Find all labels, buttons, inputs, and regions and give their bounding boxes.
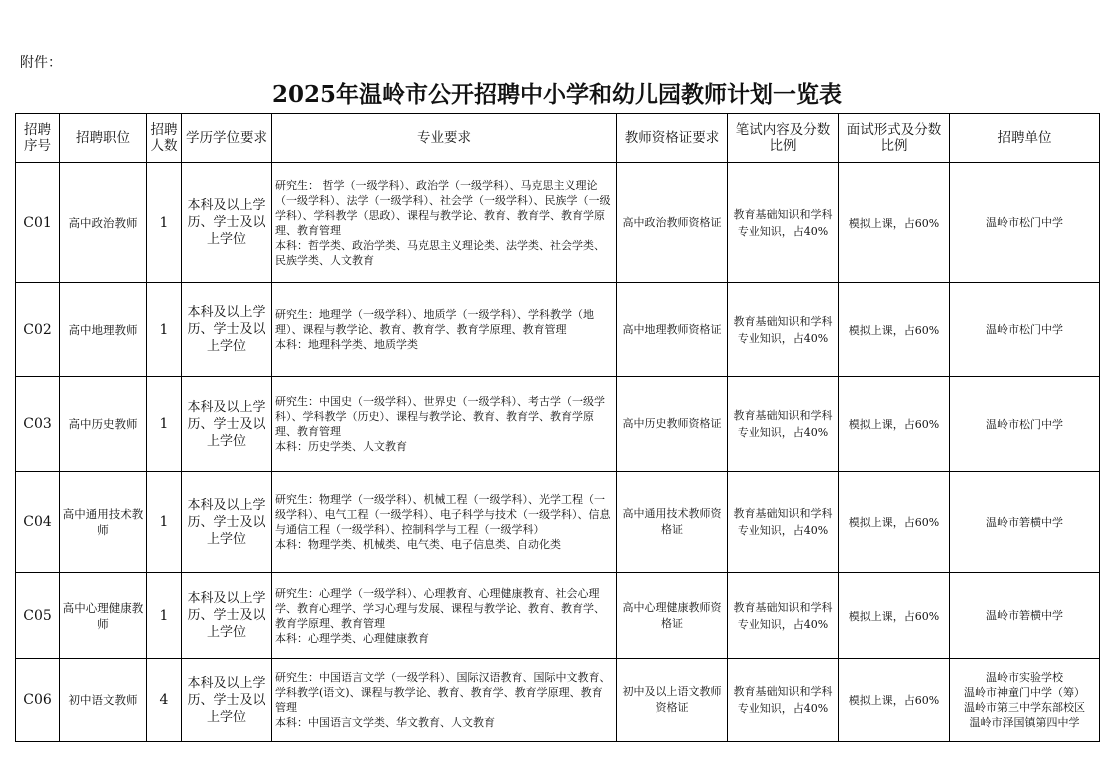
row-position: 高中地理教师 xyxy=(60,283,147,377)
major-graduate: 研究生：物理学（一级学科）、机械工程（一级学科）、光学工程（一级学科）、电气工程（一级学科）、电子科学与技术（一级学科）、信息与通信工程（一级学科）、控制科学与工程（一级学科） xyxy=(275,493,611,536)
table-row xyxy=(16,573,1100,659)
row-major xyxy=(272,377,617,472)
row-code: C06 xyxy=(16,659,60,742)
row-education: 本科及以上学历、学士及以上学位 xyxy=(182,283,272,377)
row-count: 1 xyxy=(147,163,182,283)
row-education: 本科及以上学历、学士及以上学位 xyxy=(182,472,272,573)
row-education: 本科及以上学历、学士及以上学位 xyxy=(182,163,272,283)
attachment-label: 附件： xyxy=(20,55,62,71)
row-unit xyxy=(950,163,1100,283)
header-count: 招聘人数 xyxy=(147,114,182,163)
header-row xyxy=(16,114,1100,163)
header-education: 学历学位要求 xyxy=(182,114,272,163)
page-title: 2025年温岭市公开招聘中小学和幼儿园教师计划一览表 xyxy=(271,81,842,108)
row-unit xyxy=(950,659,1100,742)
row-unit xyxy=(950,573,1100,659)
row-education: 本科及以上学历、学士及以上学位 xyxy=(182,377,272,472)
header-unit: 招聘单位 xyxy=(950,114,1100,163)
row-written: 教育基础知识和学科专业知识，占40% xyxy=(728,163,839,283)
row-certificate: 高中心理健康教师资格证 xyxy=(617,573,728,659)
major-undergraduate: 本科：心理学类、心理健康教育 xyxy=(275,631,429,645)
major-graduate: 研究生：心理学（一级学科）、心理教育、心理健康教育、社会心理学、教育心理学、学习心理与发展、课程与教学论、教育、教育学、教育学原理、教育管理 xyxy=(275,586,605,630)
table-row xyxy=(16,377,1100,472)
unit-name: 温岭市箬横中学 xyxy=(986,609,1063,622)
row-major xyxy=(272,283,617,377)
row-position: 高中政治教师 xyxy=(60,163,147,283)
row-written: 教育基础知识和学科专业知识，占40% xyxy=(728,377,839,472)
row-certificate: 高中地理教师资格证 xyxy=(617,283,728,377)
row-unit xyxy=(950,472,1100,573)
row-interview: 模拟上课，占60% xyxy=(839,163,950,283)
row-count: 4 xyxy=(147,659,182,742)
row-code: C02 xyxy=(16,283,60,377)
row-interview: 模拟上课，占60% xyxy=(839,573,950,659)
unit-name: 温岭市松门中学 xyxy=(986,417,1063,431)
row-certificate: 初中及以上语文教师资格证 xyxy=(617,659,728,742)
major-undergraduate: 本科：哲学类、政治学类、马克思主义理论类、法学类、社会学类、民族学类、人文教育 xyxy=(275,238,605,267)
row-interview: 模拟上课，占60% xyxy=(839,377,950,472)
header-written: 笔试内容及分数比例 xyxy=(728,114,839,163)
row-code: C03 xyxy=(16,377,60,472)
unit-name: 温岭市松门中学 xyxy=(986,323,1063,336)
row-major xyxy=(272,573,617,659)
major-undergraduate: 本科：物理学类、机械类、电气类、电子信息类、自动化类 xyxy=(275,538,561,551)
row-count: 1 xyxy=(147,377,182,472)
row-written: 教育基础知识和学科专业知识，占40% xyxy=(728,283,839,377)
row-position: 高中历史教师 xyxy=(60,377,147,472)
row-position: 高中心理健康教师 xyxy=(60,573,147,659)
major-undergraduate: 本科：历史学类、人文教育 xyxy=(275,440,407,453)
row-code: C04 xyxy=(16,472,60,573)
table-row xyxy=(16,163,1100,283)
row-interview: 模拟上课，占60% xyxy=(839,659,950,742)
row-written: 教育基础知识和学科专业知识，占40% xyxy=(728,472,839,573)
unit-name: 温岭市第三中学东部校区 xyxy=(964,701,1085,714)
row-code: C01 xyxy=(16,163,60,283)
row-major xyxy=(272,659,617,742)
row-position: 高中通用技术教师 xyxy=(60,472,147,573)
row-major xyxy=(272,472,617,573)
row-certificate: 高中通用技术教师资格证 xyxy=(617,472,728,573)
row-education: 本科及以上学历、学士及以上学位 xyxy=(182,659,272,742)
row-interview: 模拟上课，占60% xyxy=(839,472,950,573)
row-major xyxy=(272,163,617,283)
recruitment-table xyxy=(15,113,1100,742)
table-row xyxy=(16,472,1100,573)
unit-name: 温岭市神童门中学（筹） xyxy=(964,686,1085,699)
header-seq: 招聘序号 xyxy=(16,114,60,163)
row-count: 1 xyxy=(147,283,182,377)
row-written: 教育基础知识和学科专业知识，占40% xyxy=(728,573,839,659)
row-position: 初中语文教师 xyxy=(60,659,147,742)
major-graduate: 研究生：地理学（一级学科）、地质学（一级学科）、学科教学（地理）、课程与教学论、教育、教育学、教育学原理、教育管理 xyxy=(275,308,594,336)
major-graduate: 研究生： 哲学（一级学科）、政治学（一级学科）、马克思主义理论（一级学科）、法学（一级学科）、社会学（一级学科）、民族学（一级学科）、学科教学（思政）、课程与教学论、教育、教育学、教育学原理、教育管理 xyxy=(275,178,611,237)
row-count: 1 xyxy=(147,472,182,573)
major-undergraduate: 本科：地理科学类、地质学类 xyxy=(275,338,418,351)
row-unit xyxy=(950,377,1100,472)
header-major: 专业要求 xyxy=(272,114,617,163)
row-code: C05 xyxy=(16,573,60,659)
row-written: 教育基础知识和学科专业知识，占40% xyxy=(728,659,839,742)
unit-name: 温岭市实验学校 xyxy=(986,671,1063,684)
row-count: 1 xyxy=(147,573,182,659)
row-interview: 模拟上课，占60% xyxy=(839,283,950,377)
table-row xyxy=(16,283,1100,377)
unit-name: 温岭市泽国镇第四中学 xyxy=(969,716,1080,729)
header-certificate: 教师资格证要求 xyxy=(617,114,728,163)
table-row xyxy=(16,659,1100,742)
unit-name: 温岭市松门中学 xyxy=(986,216,1063,229)
unit-name: 温岭市箬横中学 xyxy=(986,515,1063,529)
major-undergraduate: 本科：中国语言文学类、华文教育、人文教育 xyxy=(275,716,495,729)
header-position: 招聘职位 xyxy=(60,114,147,163)
row-certificate: 高中历史教师资格证 xyxy=(617,377,728,472)
row-certificate: 高中政治教师资格证 xyxy=(617,163,728,283)
row-unit xyxy=(950,283,1100,377)
major-graduate: 研究生：中国语言文学（一级学科）、国际汉语教育、国际中文教育、学科教学(语文)、课程与教学论、教育、教育学、教育学原理、教育管理 xyxy=(275,671,611,714)
row-education: 本科及以上学历、学士及以上学位 xyxy=(182,573,272,659)
major-graduate: 研究生：中国史（一级学科）、世界史（一级学科）、考古学（一级学科）、学科教学（历史）、课程与教学论、教育、教育学、教育学原理、教育管理 xyxy=(275,395,605,438)
header-interview: 面试形式及分数比例 xyxy=(839,114,950,163)
